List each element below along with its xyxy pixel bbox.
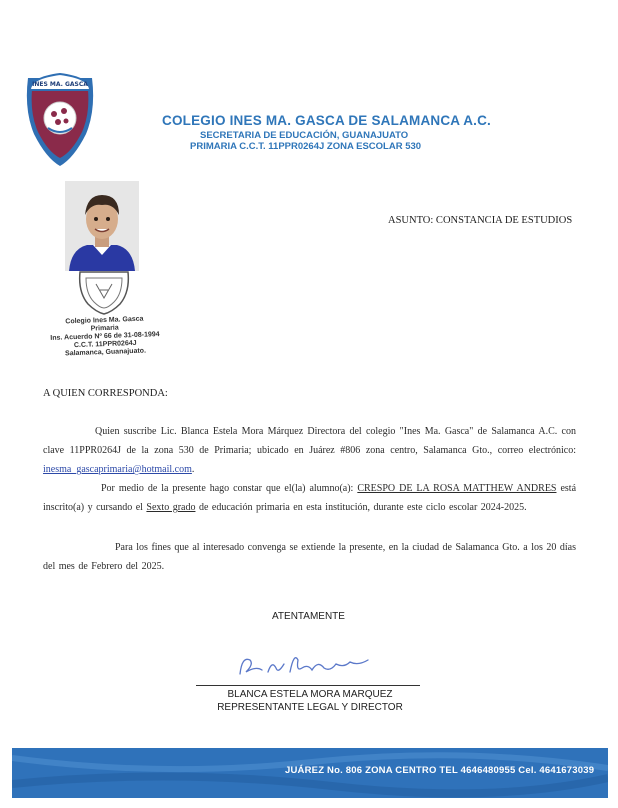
school-crest-logo xyxy=(20,70,100,170)
paragraph-director-intro xyxy=(43,422,576,479)
signatory-name: BLANCA ESTELA MORA MARQUEZ xyxy=(227,689,393,700)
para3-text: Para los fines que al interesado convenga se extiende la presente, en la ciudad de Salamanca Gto. a los 20 días del mes de Febrero del 2025. xyxy=(43,542,576,572)
para2-text-c: de educación primaria en esta institución, durante este ciclo escolar 2024-2025. xyxy=(198,502,527,513)
stamp-line: Primaria xyxy=(90,324,119,333)
school-email-link[interactable]: inesma_gascaprimaria@hotmail.com xyxy=(43,464,192,475)
cct-line: PRIMARIA C.C.T. 11PPR0264J ZONA ESCOLAR 530 xyxy=(190,141,422,152)
student-photo xyxy=(65,181,139,271)
para1-end: . xyxy=(191,464,195,475)
stamp-line: C.C.T. 11PPR0264J xyxy=(73,339,137,350)
para2-text-a: Por medio de la presente hago constar que el(la) alumno(a): xyxy=(101,483,354,494)
school-name: COLEGIO INES MA. GASCA DE SALAMANCA A.C. xyxy=(162,113,492,128)
handwritten-signature xyxy=(232,646,377,681)
para1-text: Quien suscribe Lic. Blanca Estela Mora Márquez Directora del colegio "Ines Ma. Gasca" de Salamanca A.C. con clave 11PPR0264J de la zona 530 de Primaria; ubicado en Juárez #806 zona centro, Salamanca Gto., correo electrónico: xyxy=(43,426,576,456)
footer-contact: JUÁREZ No. 806 ZONA CENTRO TEL 4646480955 Cel. 4641673039 xyxy=(285,765,595,776)
crest-text: INES MA. GASCA xyxy=(32,81,88,88)
student-name: CRESPO DE LA ROSA MATTHEW ANDRES xyxy=(357,483,557,494)
school-stamp-text xyxy=(39,315,170,360)
school-stamp-crest xyxy=(74,268,134,316)
stamp-line: Ins. Acuerdo Nº 66 de 31-08-1994 xyxy=(50,331,160,342)
signature-line xyxy=(196,685,420,686)
secretaria-line: SECRETARIA DE EDUCACIÓN, GUANAJUATO xyxy=(200,130,409,141)
closing-atentamente: ATENTAMENTE xyxy=(272,611,345,622)
signatory-role: REPRESENTANTE LEGAL Y DIRECTOR xyxy=(217,702,403,713)
paragraph-student-enrollment xyxy=(43,479,576,517)
paragraph-closing xyxy=(43,538,576,576)
greeting: A QUIEN CORRESPONDA: xyxy=(43,388,168,399)
para2-text-b: está inscrito(a) y cursando el xyxy=(43,483,577,513)
stamp-line: Salamanca, Guanajuato. xyxy=(64,347,147,358)
student-grade: Sexto grado xyxy=(146,502,196,513)
asunto-label: ASUNTO: CONSTANCIA DE ESTUDIOS xyxy=(388,215,573,226)
stamp-line: Colegio Ines Ma. Gasca xyxy=(65,315,144,326)
